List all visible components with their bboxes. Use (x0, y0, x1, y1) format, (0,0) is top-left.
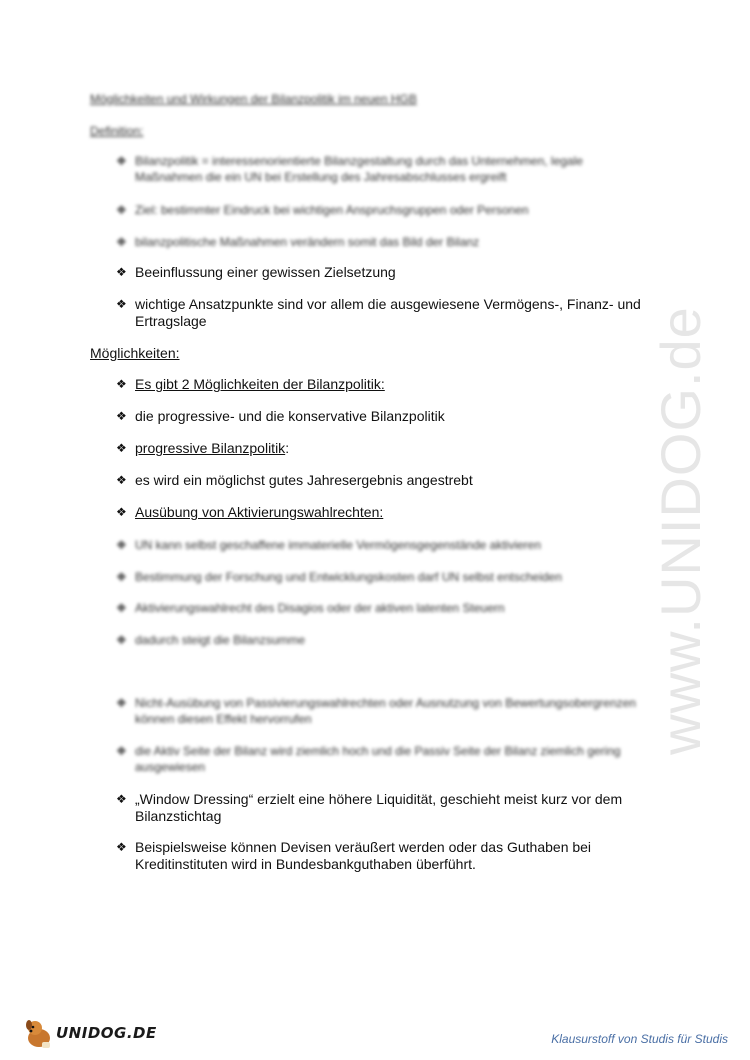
moeglichkeiten-item (116, 839, 646, 873)
item-text-underlined: progressive Bilanzpolitik (135, 440, 286, 456)
item-text: Beispielsweise können Devisen veräußert werden oder das Guthaben bei Kreditinstituten wird in Bundesbankguthaben überführt. (135, 839, 592, 872)
item-text: Nicht-Ausübung von Passivierungswahlrechten oder Ausnutzung von Bewertungsobergrenzen können diesen Effekt hervorrufen (135, 696, 636, 726)
moeglichkeiten-item (116, 440, 646, 457)
item-text: Ausübung von Aktivierungswahlrechten: (135, 504, 384, 520)
item-text: „Window Dressing“ erzielt eine höhere Liquidität, geschieht meist kurz vor dem Bilanzstichtag (135, 791, 623, 824)
definition-heading: Definition: (90, 124, 144, 138)
watermark-text: www.UNIDOG.de (648, 305, 712, 755)
moeglichkeiten-item (116, 472, 646, 489)
item-text: wichtige Ansatzpunkte sind vor allem die ausgewiesene Vermögens-, Finanz- und Ertragslage (135, 296, 641, 329)
item-text: Bestimmung der Forschung und Entwicklungskosten darf UN selbst entscheiden (135, 570, 562, 584)
item-text (135, 440, 646, 457)
moeglichkeiten-item (116, 504, 646, 521)
item-text: es wird ein möglichst gutes Jahresergebnis angestrebt (135, 472, 473, 488)
moeglichkeiten-item (116, 632, 646, 648)
bullet-icon: ❖ (116, 840, 127, 854)
bullet-icon: ❖ (116, 633, 127, 647)
moeglichkeiten-item (116, 569, 646, 585)
bullet-icon: ❖ (116, 235, 127, 249)
footer-logo[interactable] (22, 1016, 157, 1050)
footer-tagline: Klausurstoff von Studis für Studis (551, 1032, 728, 1046)
bullet-icon: ❖ (116, 265, 127, 279)
bullet-icon: ❖ (116, 409, 127, 423)
bullet-icon: ❖ (116, 744, 127, 758)
item-text: Beeinflussung einer gewissen Zielsetzung (135, 264, 396, 280)
bullet-icon: ❖ (116, 505, 127, 519)
bullet-icon: ❖ (116, 154, 127, 168)
definition-item (116, 296, 646, 330)
moeglichkeiten-item (116, 791, 646, 825)
definition-item (116, 234, 646, 250)
moeglichkeiten-item (116, 376, 646, 393)
moeglichkeiten-item (116, 695, 646, 727)
logo-text: UNIDOG.DE (56, 1024, 157, 1042)
bullet-icon: ❖ (116, 792, 127, 806)
moeglichkeiten-heading: Möglichkeiten: (90, 345, 180, 361)
item-text: Ziel: bestimmter Eindruck bei wichtigen Anspruchsgruppen oder Personen (135, 203, 529, 217)
item-text: die Aktiv Seite der Bilanz wird ziemlich hoch und die Passiv Seite der Bilanz ziemlich gering ausgewiesen (135, 744, 621, 774)
bullet-icon: ❖ (116, 377, 127, 391)
bullet-icon: ❖ (116, 601, 127, 615)
item-text: dadurch steigt die Bilanzsumme (135, 633, 306, 647)
bullet-icon: ❖ (116, 297, 127, 311)
bullet-icon: ❖ (116, 570, 127, 584)
bullet-icon: ❖ (116, 538, 127, 552)
bullet-icon: ❖ (116, 203, 127, 217)
item-text: UN kann selbst geschaffene immaterielle Vermögensgegenstände aktivieren (135, 538, 542, 552)
item-text: die progressive- und die konservative Bilanzpolitik (135, 408, 445, 424)
bullet-icon: ❖ (116, 441, 127, 455)
moeglichkeiten-item (116, 537, 646, 553)
item-text: bilanzpolitische Maßnahmen verändern somit das Bild der Bilanz (135, 235, 480, 249)
bullet-icon: ❖ (116, 696, 127, 710)
item-text-rest: : (285, 440, 290, 456)
dog-icon (22, 1016, 56, 1050)
item-text: Es gibt 2 Möglichkeiten der Bilanzpolitik: (135, 376, 385, 392)
definition-item (116, 202, 646, 218)
watermark (620, 300, 740, 760)
document-title: Möglichkeiten und Wirkungen der Bilanzpolitik im neuen HGB (90, 92, 417, 106)
bullet-icon: ❖ (116, 473, 127, 487)
moeglichkeiten-item (116, 600, 646, 616)
moeglichkeiten-item (116, 408, 646, 425)
definition-item (116, 153, 646, 185)
moeglichkeiten-item (116, 743, 646, 775)
item-text: Bilanzpolitik = interessenorientierte Bilanzgestaltung durch das Unternehmen, legale Maßnahmen die ein UN bei Erstellung des Jahresabschlusses ergreift (135, 154, 583, 184)
item-text: Aktivierungswahlrecht des Disagios oder der aktiven latenten Steuern (135, 601, 505, 615)
definition-item (116, 264, 646, 281)
